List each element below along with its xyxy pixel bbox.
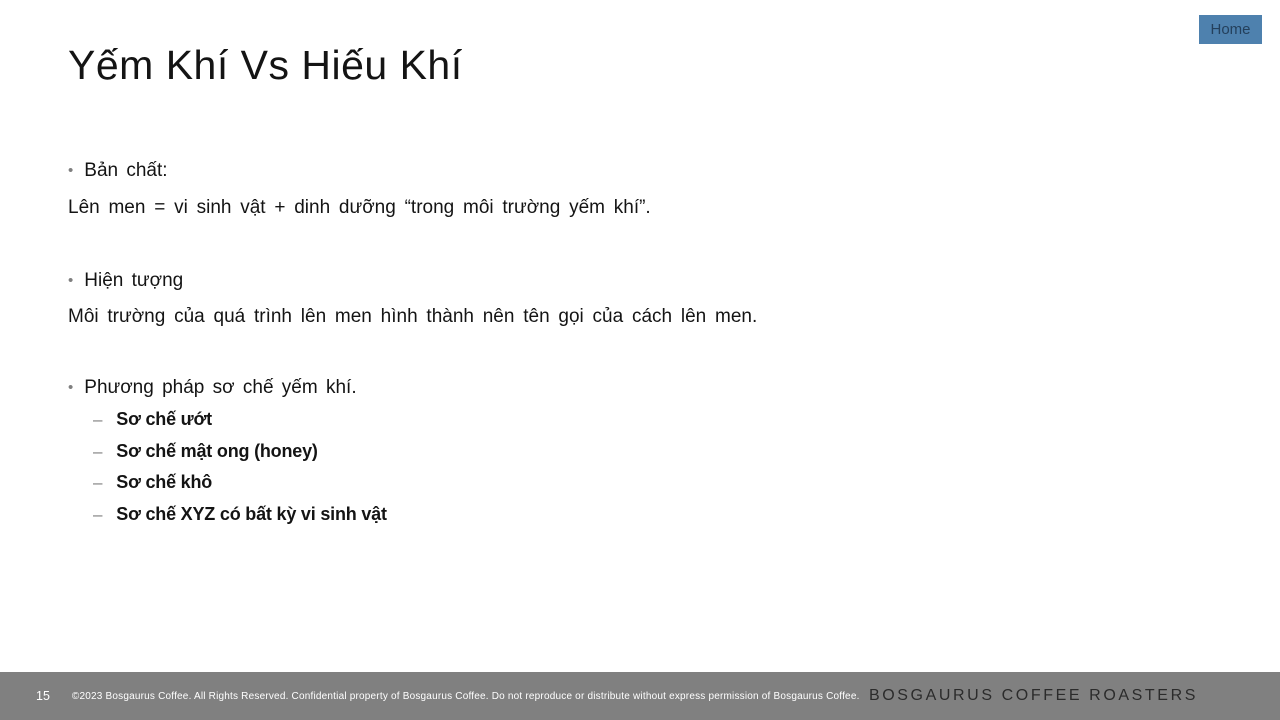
home-button[interactable]: Home: [1199, 15, 1262, 44]
sub-item-label: Sơ chế khô: [116, 472, 213, 493]
dash-icon: –: [93, 410, 103, 429]
bullet-dot-icon: •: [68, 162, 74, 179]
page-number: 15: [36, 689, 50, 703]
list-item: [93, 472, 387, 504]
bullet-label: Phương pháp sơ chế yếm khí.: [84, 377, 357, 398]
bullet-item-ban-chat: [68, 160, 168, 182]
brand-logo-text: BOSGAURUS COFFEE ROASTERS: [868, 687, 1198, 704]
bullet-item-phuong-phap: [68, 377, 357, 399]
list-item: [93, 504, 387, 536]
list-item: [93, 441, 387, 473]
sub-item-label: Sơ chế XYZ có bất kỳ vi sinh vật: [116, 504, 387, 525]
sub-item-label: Sơ chế mật ong (honey): [116, 440, 318, 461]
dash-icon: –: [93, 441, 103, 461]
bullet-item-hien-tuong: [68, 270, 183, 292]
dash-icon: –: [93, 505, 103, 525]
sub-bullet-list: [93, 409, 387, 536]
list-item: [93, 409, 387, 441]
dash-icon: –: [93, 473, 103, 493]
footer-bar: [0, 672, 1280, 720]
copyright-text: ©2023 Bosgaurus Coffee. All Rights Reserved. Confidential property of Bosgaurus Coffee. Do not reproduce or distribute without express permission of Bosgaurus Coffee.: [71, 690, 860, 702]
paragraph-len-men: Lên men = vi sinh vật + dinh dưỡng “trong môi trường yếm khí”.: [68, 197, 651, 218]
page-title: Yếm Khí Vs Hiếu Khí: [68, 42, 463, 88]
bullet-label: Hiện tượng: [84, 270, 184, 291]
bullet-dot-icon: •: [68, 272, 74, 289]
bullet-label: Bản chất:: [84, 160, 168, 181]
bullet-dot-icon: •: [68, 379, 74, 396]
sub-item-label: Sơ chế ướt: [116, 409, 212, 429]
paragraph-moi-truong: Môi trường của quá trình lên men hình thành nên tên gọi của cách lên men.: [68, 306, 758, 327]
